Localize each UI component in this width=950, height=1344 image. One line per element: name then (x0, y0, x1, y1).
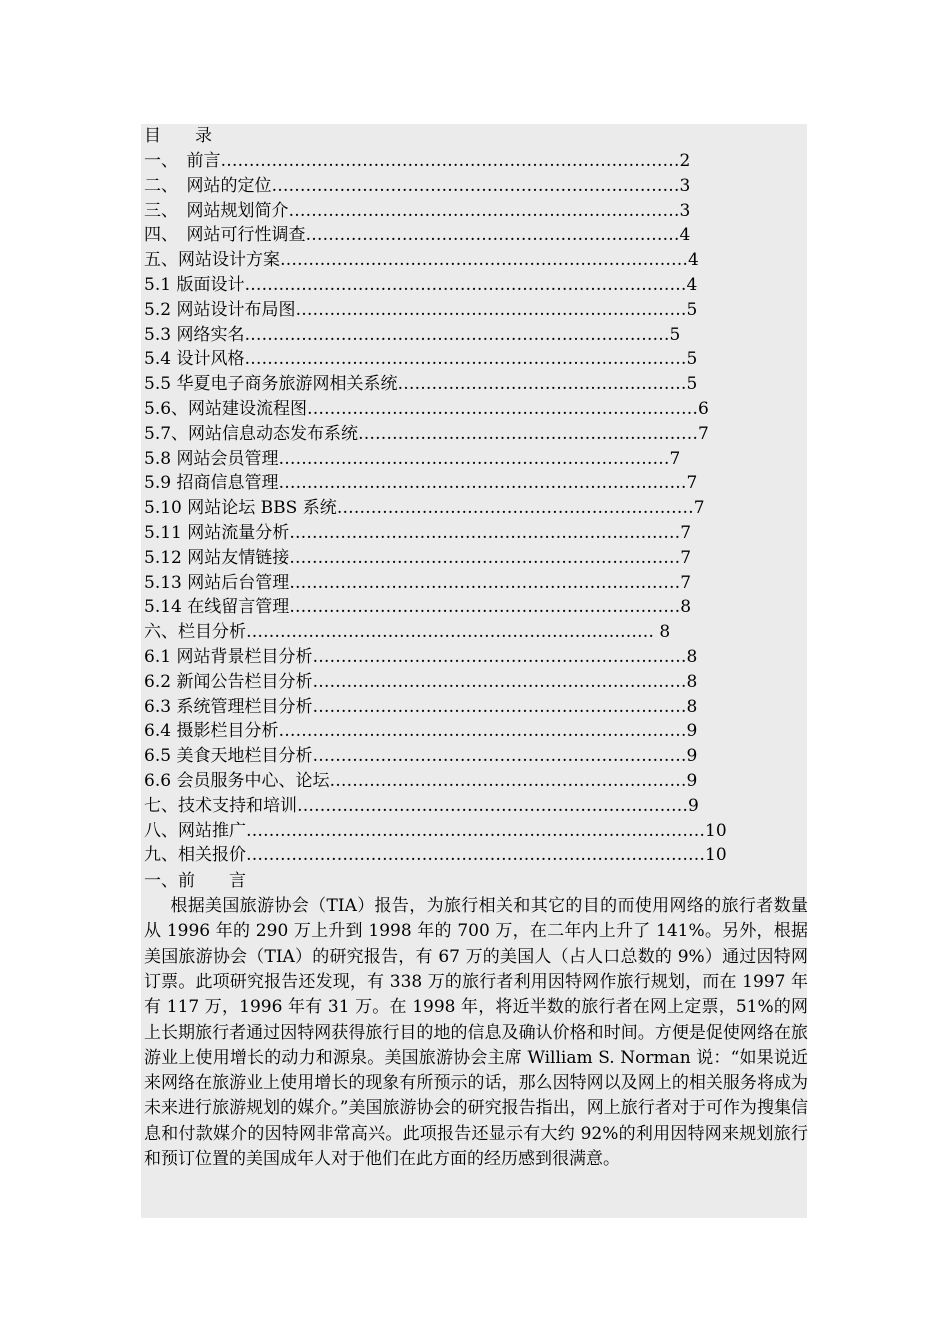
toc-list (144, 149, 808, 868)
toc-entry[interactable]: 四、 网站可行性调查…………………………………………………………4 (144, 225, 691, 246)
toc-entry[interactable]: 6.2 新闻公告栏目分析…………………………………………………………8 (144, 671, 698, 692)
toc-entry[interactable]: 6.4 摄影栏目分析………………………………………………………………9 (144, 721, 698, 742)
toc-entry[interactable]: 九、相关报价………………………………………………………………………10 (144, 845, 727, 866)
toc-entry[interactable]: 5.10 网站论坛 BBS 系统………………………………………………………7 (144, 498, 705, 519)
toc-entry[interactable]: 5.7、网站信息动态发布系统……………………………………………………7 (144, 423, 709, 444)
toc-entry[interactable]: 七、技术支持和培训……………………………………………………………9 (144, 795, 699, 816)
toc-entry[interactable]: 5.6、网站建设流程图……………………………………………………………6 (144, 398, 709, 419)
toc-entry[interactable]: 6.3 系统管理栏目分析…………………………………………………………8 (144, 696, 698, 717)
toc-entry[interactable]: 5.9 招商信息管理………………………………………………………………7 (144, 473, 698, 494)
toc-entry[interactable]: 5.3 网络实名…………………………………………………………………5 (144, 324, 681, 345)
toc-entry[interactable]: 5.11 网站流量分析……………………………………………………………7 (144, 522, 692, 543)
toc-title: 目 录 (144, 126, 212, 146)
document-content (144, 124, 808, 1172)
toc-entry[interactable]: 5.1 版面设计……………………………………………………………………4 (144, 274, 698, 295)
toc-entry[interactable]: 5.4 设计风格……………………………………………………………………5 (144, 349, 698, 370)
toc-entry[interactable]: 5.14 在线留言管理……………………………………………………………8 (144, 597, 692, 618)
toc-entry[interactable]: 5.2 网站设计布局图……………………………………………………………5 (144, 299, 698, 320)
toc-entry[interactable]: 6.6 会员服务中心、论坛………………………………………………………9 (144, 770, 698, 791)
toc-entry[interactable]: 五、网站设计方案………………………………………………………………4 (144, 250, 699, 271)
toc-entry[interactable]: 三、 网站规划简介……………………………………………………………3 (144, 200, 691, 221)
toc-entry[interactable]: 6.5 美食天地栏目分析…………………………………………………………9 (144, 746, 698, 767)
toc-entry[interactable]: 一、 前言………………………………………………………………………2 (144, 151, 691, 171)
toc-entry[interactable]: 5.8 网站会员管理……………………………………………………………7 (144, 448, 681, 469)
toc-entry[interactable]: 5.13 网站后台管理……………………………………………………………7 (144, 572, 692, 593)
body-paragraph (144, 894, 808, 1172)
paragraph-text: 根据美国旅游协会（TIA）报告，为旅行相关和其它的目的而使用网络的旅行者数量从 1996 年的 290 万上升到 1998 年的 700 万，在二年内上升了 141%。另外，根据美国旅游协会（TIA）的研究报告，有 67 万的美国人（占人口总数的 9%）通过因特网订票。此项研究报告还发现，有 338 万的旅行者利用因特网作旅行规划，而在 1997 年有 117 万，1996 年有 31 万。在 1998 年，将近半数的旅行者在网上定票，51%的网上长期旅行者通过因特网获得旅行目的地的信息及确认价格和时间。方便是促使网络在旅游业上使用增长的动力和源泉。美国旅游协会主席 William S. Norman 说：“如果说近来网络在旅游业上使用增长的现象有所预示的话，那么因特网以及网上的相关服务将成为未来进行旅游规划的媒介。”美国旅游协会的研究报告指出，网上旅行者对于可作为搜集信息和付款媒介的因特网非常高兴。此项报告还显示有大约 92%的利用因特网来规划旅行和预订位置的美国成年人对于他们在此方面的经历感到很满意。 (144, 896, 808, 1170)
toc-entry[interactable]: 八、网站推广………………………………………………………………………10 (144, 820, 727, 841)
toc-entry[interactable]: 5.12 网站友情链接……………………………………………………………7 (144, 547, 692, 568)
toc-entry[interactable]: 6.1 网站背景栏目分析…………………………………………………………8 (144, 646, 698, 667)
toc-entry[interactable]: 5.5 华夏电子商务旅游网相关系统……………………………………………5 (144, 374, 698, 395)
section-heading: 一、前 言 (144, 871, 246, 892)
toc-entry[interactable]: 六、栏目分析……………………………………………………………… 8 (144, 622, 671, 643)
toc-entry[interactable]: 二、 网站的定位………………………………………………………………3 (144, 175, 691, 196)
